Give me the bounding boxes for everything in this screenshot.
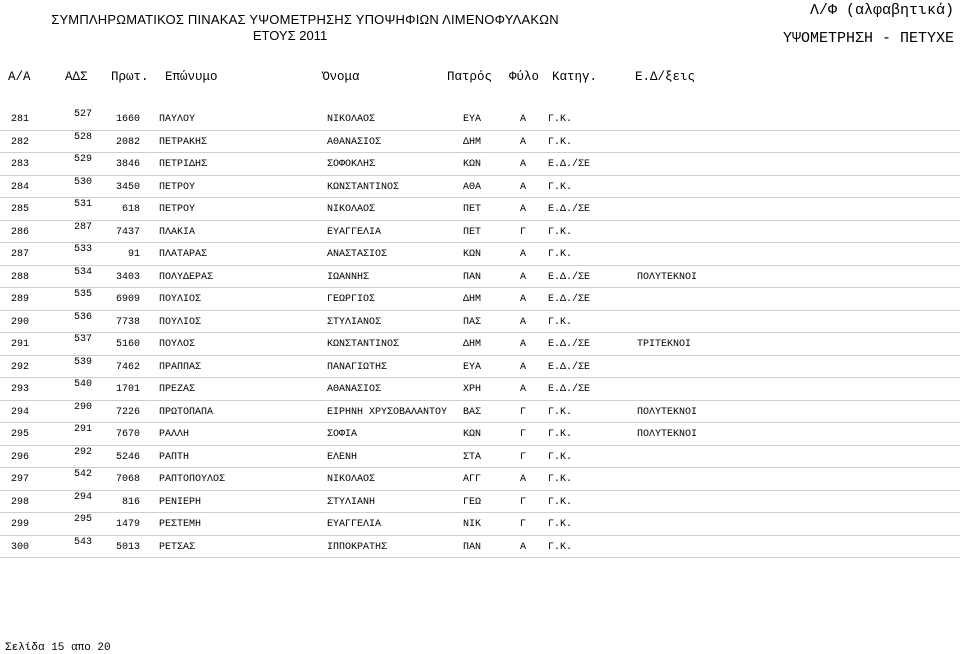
cell-prot: 7462 xyxy=(115,361,140,373)
candidates-table xyxy=(0,108,960,558)
col-header-eponymo: Επώνυμο xyxy=(165,70,218,84)
cell-aa: 296 xyxy=(11,451,30,463)
cell-fylo: Α xyxy=(520,361,527,373)
cell-aa: 291 xyxy=(11,339,30,350)
table-row xyxy=(0,288,960,311)
table-row xyxy=(0,176,960,199)
cell-kathg: Γ.Κ. xyxy=(548,496,573,508)
cell-patros: ΕΥΑ xyxy=(463,361,482,373)
cell-ads: 292 xyxy=(73,446,92,458)
cell-onoma: ΑΝΑΣΤΑΣΙΟΣ xyxy=(327,249,388,260)
cell-fylo: Α xyxy=(520,159,527,170)
cell-prot: 5246 xyxy=(115,451,140,463)
cell-ads: 537 xyxy=(73,334,92,345)
cell-patros: ΕΥΑ xyxy=(463,114,482,125)
table-row xyxy=(0,491,960,514)
cell-eponymo: ΠΡΑΠΠΑΣ xyxy=(159,361,202,373)
cell-ads: 543 xyxy=(73,536,92,548)
table-row xyxy=(0,153,960,176)
cell-aa: 285 xyxy=(11,204,30,215)
col-header-ads: ΑΔΣ xyxy=(65,70,88,84)
cell-onoma: ΝΙΚΟΛΑΟΣ xyxy=(327,204,376,215)
cell-fylo: Γ xyxy=(520,496,527,508)
cell-aa: 290 xyxy=(11,316,30,328)
cell-ads: 530 xyxy=(73,176,92,188)
cell-onoma: ΙΩΑΝΝΗΣ xyxy=(327,271,370,283)
cell-prot: 91 xyxy=(127,249,140,260)
cell-prot: 7068 xyxy=(115,474,140,485)
cell-kathg: Ε.Δ./ΣΕ xyxy=(548,294,591,305)
cell-onoma: ΣΟΦΙΑ xyxy=(327,429,358,440)
cell-ads: 528 xyxy=(73,131,92,143)
cell-patros: ΠΑΣ xyxy=(463,316,482,328)
cell-eponymo: ΡΕΤΣΑΣ xyxy=(159,541,196,553)
cell-patros: ΔΗΜ xyxy=(463,136,482,148)
cell-kathg: Γ.Κ. xyxy=(548,136,573,148)
cell-eponymo: ΠΑΥΛΟΥ xyxy=(159,114,196,125)
cell-ads: 540 xyxy=(73,379,92,390)
cell-prot: 7226 xyxy=(115,406,140,418)
table-row xyxy=(0,266,960,289)
cell-eponymo: ΠΡΩΤΟΠΑΠΑ xyxy=(159,406,214,418)
cell-kathg: Ε.Δ./ΣΕ xyxy=(548,159,591,170)
cell-extra: ΠΟΛΥΤΕΚΝΟΙ xyxy=(637,271,698,283)
col-header-patros: Πατρός xyxy=(447,70,493,84)
cell-prot: 3450 xyxy=(115,181,140,193)
cell-fylo: Γ xyxy=(520,519,527,530)
cell-patros: ΠΕΤ xyxy=(463,226,482,238)
cell-prot: 618 xyxy=(121,204,140,215)
cell-aa: 299 xyxy=(11,519,30,530)
cell-ads: 529 xyxy=(73,154,92,165)
cell-fylo: Α xyxy=(520,339,527,350)
cell-prot: 7670 xyxy=(115,429,140,440)
cell-eponymo: ΠΛΑΤΑΡΑΣ xyxy=(159,249,208,260)
cell-ads: 539 xyxy=(73,356,92,368)
cell-aa: 284 xyxy=(11,181,30,193)
cell-onoma: ΕΥΑΓΓΕΛΙΑ xyxy=(327,519,382,530)
cell-eponymo: ΡΕΣΤΕΜΗ xyxy=(159,519,202,530)
cell-aa: 282 xyxy=(11,136,30,148)
cell-kathg: Γ.Κ. xyxy=(548,541,573,553)
cell-onoma: ΣΤΥΛΙΑΝΟΣ xyxy=(327,316,382,328)
cell-kathg: Ε.Δ./ΣΕ xyxy=(548,339,591,350)
cell-kathg: Γ.Κ. xyxy=(548,316,573,328)
cell-ads: 295 xyxy=(73,514,92,525)
cell-onoma: ΑΘΑΝΑΣΙΟΣ xyxy=(327,384,382,395)
cell-eponymo: ΠΟΥΛΙΟΣ xyxy=(159,294,202,305)
cell-kathg: Ε.Δ./ΣΕ xyxy=(548,361,591,373)
cell-ads: 290 xyxy=(73,401,92,413)
table-row xyxy=(0,108,960,131)
cell-eponymo: ΠΕΤΡΟΥ xyxy=(159,204,196,215)
cell-kathg: Γ.Κ. xyxy=(548,429,573,440)
cell-onoma: ΕΙΡΗΝΗ ΧΡΥΣΟΒΑΛΑΝΤΟΥ xyxy=(327,406,448,418)
document-title: ΣΥΜΠΛΗΡΩΜΑΤΙΚΟΣ ΠΙΝΑΚΑΣ ΥΨΟΜΕΤΡΗΣΗΣ ΥΠΟΨΗΦΙΩΝ ΛΙΜΕΝΟΦΥΛΑΚΩΝ xyxy=(51,12,559,27)
col-header-aa: Α/Α xyxy=(8,70,31,84)
cell-patros: ΒΑΣ xyxy=(463,406,482,418)
cell-kathg: Γ.Κ. xyxy=(548,226,573,238)
document-subtitle-year: ΕΤΟΥΣ 2011 xyxy=(252,28,328,43)
table-row xyxy=(0,468,960,491)
cell-eponymo: ΠΟΥΛΙΟΣ xyxy=(159,316,202,328)
cell-fylo: Α xyxy=(520,204,527,215)
cell-fylo: Α xyxy=(520,136,527,148)
cell-patros: ΚΩΝ xyxy=(463,159,482,170)
cell-prot: 5013 xyxy=(115,541,140,553)
cell-aa: 286 xyxy=(11,226,30,238)
cell-eponymo: ΠΡΕΖΑΣ xyxy=(159,384,196,395)
cell-kathg: Ε.Δ./ΣΕ xyxy=(548,204,591,215)
cell-kathg: Ε.Δ./ΣΕ xyxy=(548,384,591,395)
cell-onoma: ΠΑΝΑΓΙΩΤΗΣ xyxy=(327,361,388,373)
cell-aa: 288 xyxy=(11,271,30,283)
cell-ads: 294 xyxy=(73,491,92,503)
cell-eponymo: ΠΕΤΡΙΔΗΣ xyxy=(159,159,208,170)
cell-onoma: ΣΤΥΛΙΑΝΗ xyxy=(327,496,376,508)
table-row xyxy=(0,198,960,221)
cell-eponymo: ΡΑΠΤΟΠΟΥΛΟΣ xyxy=(159,474,226,485)
cell-ads: 542 xyxy=(73,469,92,480)
cell-ads: 536 xyxy=(73,311,92,323)
cell-ads: 527 xyxy=(73,109,92,120)
cell-prot: 5160 xyxy=(115,339,140,350)
cell-kathg: Γ.Κ. xyxy=(548,249,573,260)
col-header-onoma: Όνομα xyxy=(322,70,360,84)
cell-aa: 300 xyxy=(11,541,30,553)
cell-aa: 283 xyxy=(11,159,30,170)
cell-eponymo: ΠΟΥΛΟΣ xyxy=(159,339,196,350)
cell-aa: 292 xyxy=(11,361,30,373)
cell-kathg: Γ.Κ. xyxy=(548,114,573,125)
table-row xyxy=(0,378,960,401)
cell-fylo: Α xyxy=(520,249,527,260)
cell-fylo: Α xyxy=(520,474,527,485)
cell-eponymo: ΠΕΤΡΑΚΗΣ xyxy=(159,136,208,148)
cell-eponymo: ΠΟΛΥΔΕΡΑΣ xyxy=(159,271,214,283)
cell-prot: 1479 xyxy=(115,519,140,530)
table-row xyxy=(0,243,960,266)
cell-aa: 289 xyxy=(11,294,30,305)
col-header-kathg: Κατηγ. xyxy=(552,70,598,84)
cell-patros: ΚΩΝ xyxy=(463,249,482,260)
cell-aa: 294 xyxy=(11,406,30,418)
cell-ads: 534 xyxy=(73,266,92,278)
cell-patros: ΔΗΜ xyxy=(463,339,482,350)
cell-aa: 293 xyxy=(11,384,30,395)
cell-aa: 287 xyxy=(11,249,30,260)
cell-fylo: Α xyxy=(520,541,527,553)
cell-prot: 1701 xyxy=(115,384,140,395)
cell-onoma: ΙΠΠΟΚΡΑΤΗΣ xyxy=(327,541,388,553)
sort-order-label: Λ/Φ (αλφαβητικά) xyxy=(809,2,954,19)
cell-onoma: ΣΟΦΟΚΛΗΣ xyxy=(327,159,376,170)
cell-patros: ΓΕΩ xyxy=(463,496,482,508)
cell-kathg: Γ.Κ. xyxy=(548,406,573,418)
cell-fylo: Α xyxy=(520,181,527,193)
cell-patros: ΠΑΝ xyxy=(463,271,482,283)
cell-ads: 533 xyxy=(73,244,92,255)
page-number: Σελίδα 15 απο 20 xyxy=(5,642,111,654)
cell-aa: 298 xyxy=(11,496,30,508)
measurement-result-label: ΥΨΟΜΕΤΡΗΣΗ - ΠΕΤΥΧΕ xyxy=(782,30,954,47)
cell-prot: 3403 xyxy=(115,271,140,283)
cell-ads: 531 xyxy=(73,199,92,210)
table-row xyxy=(0,131,960,154)
cell-kathg: Γ.Κ. xyxy=(548,474,573,485)
cell-eponymo: ΠΛΑΚΙΑ xyxy=(159,226,196,238)
cell-onoma: ΕΛΕΝΗ xyxy=(327,451,358,463)
cell-prot: 7437 xyxy=(115,226,140,238)
cell-prot: 1660 xyxy=(115,114,140,125)
cell-onoma: ΑΘΑΝΑΣΙΟΣ xyxy=(327,136,382,148)
cell-patros: ΠΕΤ xyxy=(463,204,482,215)
table-row xyxy=(0,423,960,446)
cell-kathg: Γ.Κ. xyxy=(548,519,573,530)
cell-onoma: ΚΩΝΣΤΑΝΤΙΝΟΣ xyxy=(327,339,400,350)
cell-fylo: Γ xyxy=(520,429,527,440)
cell-patros: ΣΤΑ xyxy=(463,451,482,463)
cell-eponymo: ΡΑΠΤΗ xyxy=(159,451,190,463)
col-header-prot: Πρωτ. xyxy=(111,70,149,84)
cell-patros: ΠΑΝ xyxy=(463,541,482,553)
cell-onoma: ΚΩΝΣΤΑΝΤΙΝΟΣ xyxy=(327,181,400,193)
cell-onoma: ΝΙΚΟΛΑΟΣ xyxy=(327,114,376,125)
table-row xyxy=(0,356,960,379)
cell-patros: ΑΓΓ xyxy=(463,474,482,485)
col-header-e-d: Ε.Δ/ξεις xyxy=(635,70,696,84)
cell-fylo: Γ xyxy=(520,406,527,418)
cell-ads: 287 xyxy=(73,221,92,233)
cell-prot: 3846 xyxy=(115,159,140,170)
table-row xyxy=(0,446,960,469)
cell-patros: ΑΘΑ xyxy=(463,181,482,193)
cell-eponymo: ΡΕΝΙΕΡΗ xyxy=(159,496,202,508)
cell-extra: ΤΡΙΤΕΚΝΟΙ xyxy=(637,339,692,350)
col-header-fylo: Φύλο xyxy=(509,70,540,84)
cell-fylo: Α xyxy=(520,114,527,125)
cell-prot: 2082 xyxy=(115,136,140,148)
table-row xyxy=(0,401,960,424)
cell-fylo: Α xyxy=(520,294,527,305)
cell-fylo: Γ xyxy=(520,451,527,463)
cell-extra: ΠΟΛΥΤΕΚΝΟΙ xyxy=(637,406,698,418)
cell-onoma: ΝΙΚΟΛΑΟΣ xyxy=(327,474,376,485)
cell-fylo: Α xyxy=(520,316,527,328)
cell-fylo: Α xyxy=(520,384,527,395)
cell-prot: 6909 xyxy=(115,294,140,305)
cell-eponymo: ΠΕΤΡΟΥ xyxy=(159,181,196,193)
cell-kathg: Ε.Δ./ΣΕ xyxy=(548,271,591,283)
table-row xyxy=(0,536,960,559)
cell-onoma: ΓΕΩΡΓΙΟΣ xyxy=(327,294,376,305)
cell-kathg: Γ.Κ. xyxy=(548,451,573,463)
cell-fylo: Α xyxy=(520,271,527,283)
table-row xyxy=(0,221,960,244)
cell-aa: 297 xyxy=(11,474,30,485)
cell-ads: 291 xyxy=(73,424,92,435)
cell-patros: ΚΩΝ xyxy=(463,429,482,440)
cell-fylo: Γ xyxy=(520,226,527,238)
cell-extra: ΠΟΛΥΤΕΚΝΟΙ xyxy=(637,429,698,440)
cell-onoma: ΕΥΑΓΓΕΛΙΑ xyxy=(327,226,382,238)
table-row xyxy=(0,513,960,536)
cell-patros: ΧΡΗ xyxy=(463,384,482,395)
cell-eponymo: ΡΑΛΛΗ xyxy=(159,429,190,440)
cell-aa: 281 xyxy=(11,114,30,125)
cell-aa: 295 xyxy=(11,429,30,440)
cell-prot: 816 xyxy=(121,496,140,508)
table-row xyxy=(0,311,960,334)
cell-patros: ΝΙΚ xyxy=(463,519,482,530)
cell-kathg: Γ.Κ. xyxy=(548,181,573,193)
table-row xyxy=(0,333,960,356)
cell-patros: ΔΗΜ xyxy=(463,294,482,305)
cell-ads: 535 xyxy=(73,289,92,300)
cell-prot: 7738 xyxy=(115,316,140,328)
